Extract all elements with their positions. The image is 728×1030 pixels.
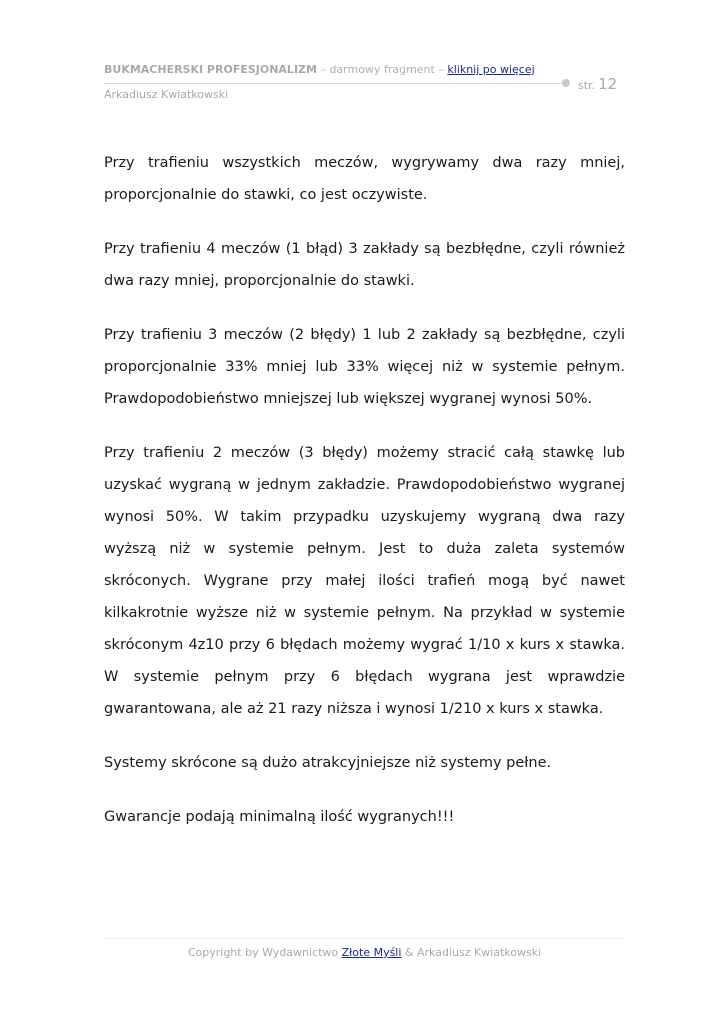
header-divider: [104, 83, 562, 84]
paragraph: Gwarancje podają minimalną ilość wygranych!!!: [104, 809, 455, 825]
paragraph: Przy trafieniu 2 meczów (3 błędy) możemy stracić całą stawkę lub uzyskać wygraną w jednym zakładzie. Prawdopodobieństwo wygranej wynosi 50%. W takim przypadku uzyskujemy wygraną dwa razy wyższą niż w systemie pełnym. Jest to duża zaleta systemów skróconych. Wygrane przy małej ilości trafień mogą być nawet kilkakrotnie wyższe niż w systemie pełnym. Na przykład w systemie skróconym 4z10 przy 6 błędach możemy wygrać 1/10 x kurs x stawka. W systemie pełnym przy 6 błędach wygrana jest wprawdzie gwarantowana, ale aż 21 razy niższa i wynosi 1/210 x kurs x stawka.: [104, 445, 625, 717]
more-link[interactable]: kliknij po więcej: [447, 63, 535, 76]
paragraph: Przy trafieniu 3 meczów (2 błędy) 1 lub 2 zakłady są bezbłędne, czyli proporcjonalnie 33% mniej lub 33% więcej niż w systemie pełnym. Prawdopodobieństwo mniejszej lub większej wygranej wynosi 50%.: [104, 327, 625, 407]
header-title-line: [104, 63, 535, 77]
page-indicator: [578, 74, 617, 93]
free-fragment-label: darmowy fragment: [329, 63, 435, 76]
page-label: str.: [578, 79, 596, 92]
page-header: [104, 63, 624, 107]
footer-copyright-prefix: Copyright by Wydawnictwo: [187, 946, 342, 959]
page-body: [104, 147, 625, 855]
page-number: 12: [598, 75, 618, 93]
publisher-link[interactable]: Złote Myśli: [341, 946, 402, 959]
page-footer: [104, 946, 625, 960]
paragraph: Przy trafieniu wszystkich meczów, wygrywamy dwa razy mniej, proporcjonalnie do stawki, co jest oczywiste.: [104, 155, 625, 203]
book-title: BUKMACHERSKI PROFESJONALIZM: [104, 63, 317, 76]
footer-copyright-suffix: & Arkadiusz Kwiatkowski: [401, 946, 542, 959]
paragraph: Systemy skrócone są dużo atrakcyjniejsze niż systemy pełne.: [104, 755, 552, 771]
bullet-dot-icon: [562, 79, 570, 87]
header-separator: –: [316, 63, 330, 76]
header-separator: –: [434, 63, 448, 76]
footer-divider: [104, 938, 625, 939]
paragraph: Przy trafieniu 4 meczów (1 błąd) 3 zakłady są bezbłędne, czyli również dwa razy mniej, proporcjonalnie do stawki.: [104, 241, 625, 289]
header-author: Arkadiusz Kwiatkowski: [104, 88, 229, 101]
